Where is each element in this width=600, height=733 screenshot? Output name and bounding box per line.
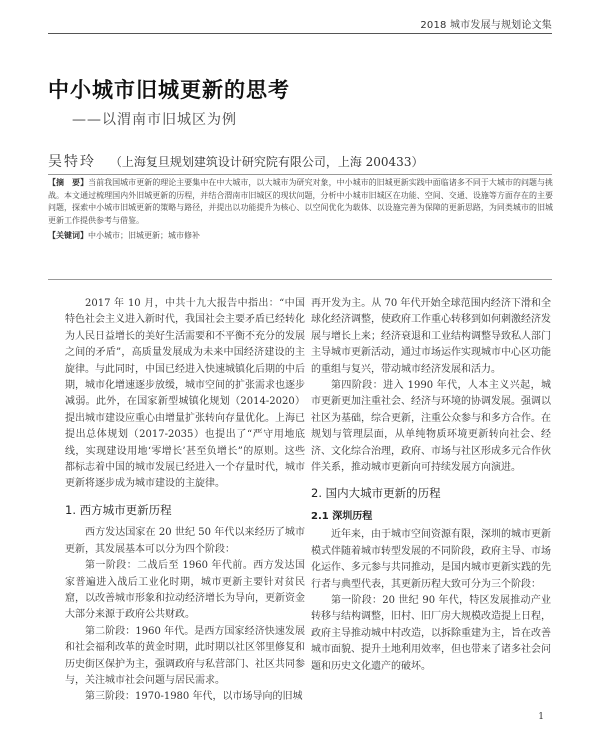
keywords-label: 【关键词】 (48, 230, 88, 241)
page-number: 1 (538, 712, 544, 722)
author-affiliation: （上海复旦规划建筑设计研究院有限公司，上海 200433） (109, 155, 424, 169)
keywords-paragraph (48, 229, 553, 243)
article-subtitle: ——以渭南市旧城区为例 (72, 112, 237, 128)
body-column-left (65, 296, 305, 706)
body-paragraph: 再开发为主。从 70 年代开始全球范围内经济下滑和全球化经济调整，使政府工作重心转移到如何刺激经济发展与增长上来；经济衰退和工业结构调整导致私人部门主导城市更新活动，通过市场运作实现城市中心区功能的重组与复兴，带动城市经济发展和活力。 (311, 298, 551, 375)
body-paragraph: 第一阶段：20 世纪 90 年代，特区发展推动产业转移与结构调整，旧村、旧厂房大规模改造提上日程，政府主导推动城中村改造，以拆除重建为主，旨在改善城市面貌、提升土地利用效率，但也带来了诸多社会问题和历史文化遗产的破坏。 (311, 594, 551, 672)
body-column-right (311, 296, 551, 675)
author-line (48, 151, 423, 171)
abstract-label: 【摘 要】 (48, 177, 89, 187)
body-paragraph: 第一阶段：二战后至 1960 年代前。西方发达国家普遍进入战后工业化时期，城市更新主要针对贫民窟，以改善城市形象和拉动经济增长为导向，更新资金大部分来源于政府公共财政。 (65, 560, 305, 621)
body-paragraph: 第三阶段：1970-1980 年代，以市场导向的旧城 (85, 691, 303, 703)
body-paragraph: 近年来，由于城市空间资源有限，深圳的城市更新模式伴随着城市转型发展的不同阶段，政府主导、市场化运作、多元参与共同推动，是国内城市更新实践的先行者与典型代表，其更新历程大致可分为三个阶段： (311, 529, 551, 590)
section-heading: 2. 国内大城市更新的历程 (311, 486, 441, 501)
body-paragraph: 2017 年 10 月，中共十九大报告中指出：“中国特色社会主义进入新时代，我国社会主要矛盾已经转化为人民日益增长的美好生活需要和不平衡不充分的发展之间的矛盾”，高质量发展成为未来中国经济建设的主旋律。与此同时，中国已经进入快速城镇化后期的中后期，城市化增速逐步放缓，城市空间的扩张需求也逐步减弱。此外，在国家新型城镇化规划（2014-2020）提出城市建设应重心由增量扩张转向存量优化。上海已提出总体规划（2017-2035）也提出了“严守用地底线，实现建设用地‘零增长’甚至负增长”的原则。这些都标志着中国的城市发展已经进入一个存量时代，城市更新将逐步成为城市建设的主旋律。 (65, 298, 305, 490)
body-paragraph: 第四阶段：进入 1990 年代，人本主义兴起，城市更新更加注重社会、经济与环境的协调发展。强调以社区为基础，综合更新，注重公众参与和多方合作。在规划与管理层面，从单纯物质环境更新转向社会、经济、文化综合治理，政府、市场与社区形成多元合作伙伴关系，推动城市更新向可持续发展方向演进。 (311, 380, 551, 474)
abstract-paragraph (48, 176, 553, 227)
article-title: 中小城市旧城更新的思考 (48, 78, 290, 102)
subsection-heading: 2.1 深圳历程 (311, 510, 373, 522)
author-name: 吴特玲 (48, 154, 96, 170)
abstract-divider-top (48, 174, 552, 175)
page-header (0, 0, 600, 32)
section-heading: 1. 西方城市更新历程 (65, 502, 172, 517)
body-paragraph: 西方发达国家在 20 世纪 50 年代以来经历了城市更新，其发展基本可以分为四个阶段： (65, 527, 305, 555)
abstract-text: 当前我国城市更新的理论主要集中在中大城市，以大城市为研究对象，中小城市的旧城更新实践中面临诸多不同于大城市的问题与挑战。本文通过梳理国内外旧城更新的历程，并结合渭南市旧城区的现状问题，分析中小城市旧城区在功能、空间、交通、设施等方面存在的主要问题，探索中小城市旧城更新的策略与路径，并提出以功能提升为核心、以空间优化为载体、以设施完善为保障的更新思路，为同类城市的旧城更新工作提供参考与借鉴。 (48, 178, 554, 225)
abstract-block (48, 176, 553, 278)
abstract-divider-bottom (48, 279, 552, 280)
keywords-text: 中小城市；旧城更新；城市修补 (88, 231, 200, 241)
body-paragraph: 第二阶段：1960 年代。是西方国家经济快速发展和社会福利改革的黄金时期，此时期以社区邻里修复和历史街区保护为主，强调政府与私营部门、社区共同参与，关注城市社会问题与居民需求。 (65, 625, 305, 686)
journal-title: 2018 城市发展与规划论文集 (420, 20, 552, 31)
header-divider (48, 33, 552, 34)
